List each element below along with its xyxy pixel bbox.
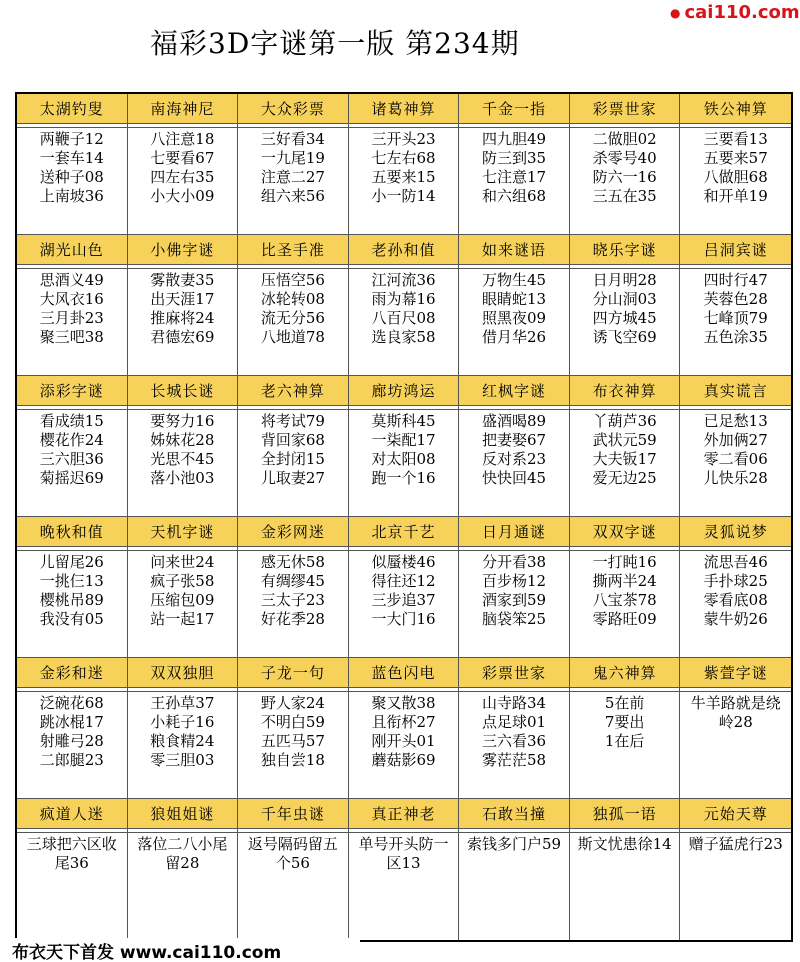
cell-title: 彩票世家 <box>570 94 680 124</box>
clue-line: 三太子23 <box>260 591 325 609</box>
cell-body <box>17 692 127 770</box>
clue-line: 万物生45 <box>482 271 547 289</box>
clue-line: 全封闭15 <box>260 450 325 468</box>
clue-line: 雨为幕16 <box>371 290 436 308</box>
cell-body <box>238 128 348 206</box>
clue-line: 压缩包09 <box>150 591 215 609</box>
clue-line: 有绸缪45 <box>260 572 325 590</box>
puzzle-cell <box>680 376 791 517</box>
clue-line: 且衔杯27 <box>371 713 436 731</box>
clue-line: 站一起17 <box>150 610 215 628</box>
cell-title: 小佛字谜 <box>128 235 238 265</box>
clue-line: 牛羊路就是绕岭28 <box>690 694 781 731</box>
puzzle-cell <box>459 517 570 658</box>
clue-line: 诱飞空69 <box>592 328 657 346</box>
puzzle-cell <box>349 517 460 658</box>
cell-body <box>17 410 127 488</box>
cell-body <box>238 410 348 488</box>
clue-line: 三五在35 <box>592 187 657 205</box>
puzzle-table <box>15 92 793 942</box>
clue-line: 三六胆36 <box>39 450 104 468</box>
clue-line: 和开单19 <box>703 187 768 205</box>
clue-line: 借月华26 <box>482 328 547 346</box>
cell-title: 南海神尼 <box>128 94 238 124</box>
cell-body <box>680 410 791 488</box>
puzzle-cell <box>238 376 349 517</box>
clue-line: 疯子张58 <box>150 572 215 590</box>
clue-line: 脑袋笨25 <box>482 610 547 628</box>
clue-line: 五要来15 <box>371 168 436 186</box>
clue-line: 分开看38 <box>482 553 547 571</box>
cell-body <box>128 269 238 347</box>
cell-body <box>17 551 127 629</box>
cell-body <box>238 269 348 347</box>
cell-title: 千年虫谜 <box>238 799 348 829</box>
cell-title: 金彩和迷 <box>17 658 127 688</box>
cell-body <box>570 833 680 854</box>
puzzle-cell <box>570 94 681 235</box>
clue-line: 压悟空56 <box>260 271 325 289</box>
clue-line: 儿快乐28 <box>703 469 768 487</box>
clue-line: 聚又散38 <box>371 694 436 712</box>
cell-title: 布衣神算 <box>570 376 680 406</box>
cell-body <box>349 269 459 347</box>
puzzle-cell <box>128 94 239 235</box>
cell-title: 晚秋和值 <box>17 517 127 547</box>
logo-dot-icon: ● <box>670 5 681 20</box>
clue-line: 小一防14 <box>371 187 436 205</box>
puzzle-cell <box>570 235 681 376</box>
cell-body <box>238 692 348 770</box>
clue-line: 四方城45 <box>592 309 657 327</box>
cell-title: 老孙和值 <box>349 235 459 265</box>
cell-body <box>459 833 569 854</box>
cell-body <box>570 551 680 629</box>
clue-line: 索钱多门户59 <box>467 835 562 853</box>
clue-line: 出天涯17 <box>150 290 215 308</box>
puzzle-cell <box>680 235 791 376</box>
clue-line: 三球把六区收尾36 <box>26 835 117 872</box>
clue-line: 武状元59 <box>592 431 657 449</box>
clue-line: 丫葫芦36 <box>592 412 657 430</box>
cell-title: 真实谎言 <box>680 376 791 406</box>
clue-line: 二做胆02 <box>592 130 657 148</box>
cell-body <box>128 692 238 770</box>
clue-line: 四左右35 <box>150 168 215 186</box>
clue-line: 我没有05 <box>39 610 104 628</box>
puzzle-cell <box>680 799 791 940</box>
puzzle-cell <box>17 517 128 658</box>
cell-body <box>680 692 791 732</box>
clue-line: 赠子猛虎行23 <box>688 835 783 853</box>
cell-body <box>349 833 459 873</box>
clue-line: 雾散妻35 <box>150 271 215 289</box>
puzzle-cell <box>17 799 128 940</box>
clue-line: 杀零号40 <box>592 149 657 167</box>
puzzle-cell <box>459 94 570 235</box>
clue-line: 流无分56 <box>260 309 325 327</box>
clue-line: 将考试79 <box>260 412 325 430</box>
clue-line: 三要看13 <box>703 130 768 148</box>
clue-line: 雾茫茫58 <box>482 751 547 769</box>
cell-body <box>17 128 127 206</box>
cell-title: 日月通谜 <box>459 517 569 547</box>
clue-line: 七峰顶79 <box>703 309 768 327</box>
puzzle-cell <box>459 658 570 799</box>
clue-line: 儿取妻27 <box>260 469 325 487</box>
clue-line: 注意二27 <box>260 168 325 186</box>
cell-body <box>459 410 569 488</box>
clue-line: 野人家24 <box>260 694 325 712</box>
puzzle-cell <box>459 376 570 517</box>
clue-line: 一套车14 <box>39 149 104 167</box>
clue-line: 已足愁13 <box>703 412 768 430</box>
clue-line: 两鞭子12 <box>39 130 104 148</box>
clue-line: 三六看36 <box>482 732 547 750</box>
puzzle-cell <box>570 658 681 799</box>
clue-line: 八百尺08 <box>371 309 436 327</box>
clue-line: 得往还12 <box>371 572 436 590</box>
clue-line: 五要来57 <box>703 149 768 167</box>
puzzle-cell <box>349 376 460 517</box>
clue-line: 落位二八小尾留28 <box>137 835 228 872</box>
puzzle-cell <box>238 658 349 799</box>
cell-title: 红枫字谜 <box>459 376 569 406</box>
clue-line: 把妻娶67 <box>482 431 547 449</box>
clue-line: 零三胆03 <box>150 751 215 769</box>
cell-title: 北京千艺 <box>349 517 459 547</box>
puzzle-cell <box>128 658 239 799</box>
clue-line: 眼睛蛇13 <box>482 290 547 308</box>
clue-line: 三月卦23 <box>39 309 104 327</box>
clue-line: 盛酒喝89 <box>482 412 547 430</box>
cell-title: 大众彩票 <box>238 94 348 124</box>
cell-title: 长城长谜 <box>128 376 238 406</box>
cell-title: 如来谜语 <box>459 235 569 265</box>
clue-line: 一打盹16 <box>592 553 657 571</box>
clue-line: 百步杨12 <box>482 572 547 590</box>
cell-title: 添彩字谜 <box>17 376 127 406</box>
clue-line: 大夫钣17 <box>592 450 657 468</box>
puzzle-cell <box>349 658 460 799</box>
clue-line: 七要看67 <box>150 149 215 167</box>
clue-line: 粮食精24 <box>150 732 215 750</box>
puzzle-cell <box>459 799 570 940</box>
clue-line: 防六一16 <box>592 168 657 186</box>
cell-title: 金彩网迷 <box>238 517 348 547</box>
puzzle-cell <box>17 235 128 376</box>
puzzle-cell <box>128 799 239 940</box>
clue-line: 一挑仨13 <box>39 572 104 590</box>
puzzle-cell <box>17 376 128 517</box>
cell-body <box>680 551 791 629</box>
clue-line: 跳冰棍17 <box>39 713 104 731</box>
puzzle-cell <box>570 376 681 517</box>
cell-body <box>680 128 791 206</box>
clue-line: 五匹马57 <box>260 732 325 750</box>
clue-line: 外加俩27 <box>703 431 768 449</box>
clue-line: 一柒配17 <box>371 431 436 449</box>
puzzle-cell <box>238 235 349 376</box>
cell-body <box>17 833 127 873</box>
cell-body <box>459 692 569 770</box>
cell-body <box>570 128 680 206</box>
clue-line: 5在前 <box>604 694 645 712</box>
clue-line: 和六组68 <box>482 187 547 205</box>
site-logo-text: cai110.com <box>684 2 800 23</box>
clue-line: 八宝茶78 <box>592 591 657 609</box>
cell-title: 子龙一句 <box>238 658 348 688</box>
cell-title: 元始天尊 <box>680 799 791 829</box>
clue-line: 零看底08 <box>703 591 768 609</box>
clue-line: 对太阳08 <box>371 450 436 468</box>
puzzle-cell <box>459 235 570 376</box>
clue-line: 分山洞03 <box>592 290 657 308</box>
clue-line: 流思吾46 <box>703 553 768 571</box>
puzzle-cell <box>680 658 791 799</box>
clue-line: 三步追37 <box>371 591 436 609</box>
cell-body <box>238 551 348 629</box>
clue-line: 姊妹花28 <box>150 431 215 449</box>
cell-title: 疯道人迷 <box>17 799 127 829</box>
cell-body <box>349 551 459 629</box>
clue-line: 八地道78 <box>260 328 325 346</box>
clue-line: 看成绩15 <box>39 412 104 430</box>
cell-body <box>238 833 348 873</box>
puzzle-cell <box>570 799 681 940</box>
clue-line: 芙蓉色28 <box>703 290 768 308</box>
site-logo <box>670 2 800 23</box>
clue-line: 思酒义49 <box>39 271 104 289</box>
cell-body <box>17 269 127 347</box>
cell-body <box>349 410 459 488</box>
clue-line: 山寺路34 <box>482 694 547 712</box>
cell-body <box>570 410 680 488</box>
clue-line: 四九胆49 <box>482 130 547 148</box>
cell-title: 老六神算 <box>238 376 348 406</box>
cell-body <box>680 833 791 854</box>
cell-body <box>459 128 569 206</box>
cell-title: 吕洞宾谜 <box>680 235 791 265</box>
clue-line: 八注意18 <box>150 130 215 148</box>
cell-title: 湖光山色 <box>17 235 127 265</box>
puzzle-cell <box>349 799 460 940</box>
clue-line: 要努力16 <box>150 412 215 430</box>
puzzle-cell <box>17 658 128 799</box>
puzzle-cell <box>17 94 128 235</box>
clue-line: 菊摇迟69 <box>39 469 104 487</box>
cell-title: 天机字谜 <box>128 517 238 547</box>
clue-line: 防三到35 <box>482 149 547 167</box>
puzzle-cell <box>238 94 349 235</box>
puzzle-cell <box>349 94 460 235</box>
clue-line: 不明白59 <box>260 713 325 731</box>
clue-line: 四时行47 <box>703 271 768 289</box>
clue-line: 蒙牛奶26 <box>703 610 768 628</box>
clue-line: 八做胆68 <box>703 168 768 186</box>
clue-line: 三开头23 <box>371 130 436 148</box>
clue-line: 撕两半24 <box>592 572 657 590</box>
clue-line: 组六来56 <box>260 187 325 205</box>
cell-title: 石敢当撞 <box>459 799 569 829</box>
clue-line: 背回家68 <box>260 431 325 449</box>
cell-body <box>349 128 459 206</box>
clue-line: 零二看06 <box>703 450 768 468</box>
cell-title: 紫萱字谜 <box>680 658 791 688</box>
puzzle-cell <box>570 517 681 658</box>
clue-line: 跑一个16 <box>371 469 436 487</box>
clue-line: 送种子08 <box>39 168 104 186</box>
puzzle-cell <box>128 517 239 658</box>
cell-title: 双双字谜 <box>570 517 680 547</box>
clue-line: 大风衣16 <box>39 290 104 308</box>
cell-title: 彩票世家 <box>459 658 569 688</box>
clue-line: 冰轮转08 <box>260 290 325 308</box>
puzzle-cell <box>128 235 239 376</box>
cell-body <box>459 551 569 629</box>
clue-line: 莫斯科45 <box>371 412 436 430</box>
cell-title: 灵狐说梦 <box>680 517 791 547</box>
clue-line: 五色涂35 <box>703 328 768 346</box>
cell-title: 太湖钓叟 <box>17 94 127 124</box>
clue-line: 推麻将24 <box>150 309 215 327</box>
clue-line: 日月明28 <box>592 271 657 289</box>
cell-title: 独孤一语 <box>570 799 680 829</box>
puzzle-cell <box>349 235 460 376</box>
footer-watermark: 布衣天下首发 www.cai110.com <box>12 938 360 960</box>
cell-title: 蓝色闪电 <box>349 658 459 688</box>
clue-line: 返号隔码留五个56 <box>247 835 338 872</box>
cell-title: 双双独胆 <box>128 658 238 688</box>
clue-line: 二郎腿23 <box>39 751 104 769</box>
clue-line: 独自尝18 <box>260 751 325 769</box>
cell-title: 千金一指 <box>459 94 569 124</box>
clue-line: 光思不45 <box>150 450 215 468</box>
cell-body <box>128 551 238 629</box>
cell-body <box>680 269 791 347</box>
clue-line: 王孙草37 <box>150 694 215 712</box>
clue-line: 零路旺09 <box>592 610 657 628</box>
clue-line: 好花季28 <box>260 610 325 628</box>
clue-line: 选良家58 <box>371 328 436 346</box>
clue-line: 快快回45 <box>482 469 547 487</box>
puzzle-cell <box>680 517 791 658</box>
cell-body <box>459 269 569 347</box>
clue-line: 七左右68 <box>371 149 436 167</box>
cell-title: 诸葛神算 <box>349 94 459 124</box>
page-title: 福彩3D字谜第一版 第234期 <box>150 27 520 60</box>
clue-line: 手扑球25 <box>703 572 768 590</box>
clue-line: 爱无边25 <box>592 469 657 487</box>
clue-line: 七注意17 <box>482 168 547 186</box>
clue-line: 1在后 <box>604 732 645 750</box>
clue-line: 照黑夜09 <box>482 309 547 327</box>
clue-line: 小耗子16 <box>150 713 215 731</box>
clue-line: 一九尾19 <box>260 149 325 167</box>
clue-line: 酒家到59 <box>482 591 547 609</box>
clue-line: 蘑菇影69 <box>371 751 436 769</box>
clue-line: 君德宏69 <box>150 328 215 346</box>
clue-line: 刚开头01 <box>371 732 436 750</box>
cell-body <box>570 269 680 347</box>
puzzle-cell <box>680 94 791 235</box>
clue-line: 上南坡36 <box>39 187 104 205</box>
cell-body <box>128 128 238 206</box>
clue-line: 樱桃吊89 <box>39 591 104 609</box>
clue-line: 感无休58 <box>260 553 325 571</box>
puzzle-cell <box>128 376 239 517</box>
clue-line: 泛碗花68 <box>39 694 104 712</box>
clue-line: 7要出 <box>604 713 645 731</box>
clue-line: 斯文忧患徐14 <box>577 835 672 853</box>
clue-line: 问来世24 <box>150 553 215 571</box>
clue-line: 反对系23 <box>482 450 547 468</box>
cell-title: 鬼六神算 <box>570 658 680 688</box>
clue-line: 江河流36 <box>371 271 436 289</box>
cell-title: 比圣手准 <box>238 235 348 265</box>
cell-body <box>570 692 680 751</box>
clue-line: 儿留尾26 <box>39 553 104 571</box>
cell-title: 晓乐字谜 <box>570 235 680 265</box>
cell-body <box>349 692 459 770</box>
clue-line: 落小池03 <box>150 469 215 487</box>
cell-body <box>128 833 238 873</box>
cell-title: 真正神老 <box>349 799 459 829</box>
clue-line: 单号开头防一区13 <box>358 835 449 872</box>
cell-title: 廊坊鸿运 <box>349 376 459 406</box>
clue-line: 点足球01 <box>482 713 547 731</box>
clue-line: 一大门16 <box>371 610 436 628</box>
clue-line: 似蜃楼46 <box>371 553 436 571</box>
cell-title: 狼姐姐谜 <box>128 799 238 829</box>
clue-line: 聚三吧38 <box>39 328 104 346</box>
clue-line: 樱花作24 <box>39 431 104 449</box>
puzzle-cell <box>238 517 349 658</box>
cell-title: 铁公神算 <box>680 94 791 124</box>
puzzle-cell <box>238 799 349 940</box>
clue-line: 射雕弓28 <box>39 732 104 750</box>
clue-line: 小大小09 <box>150 187 215 205</box>
cell-body <box>128 410 238 488</box>
clue-line: 三好看34 <box>260 130 325 148</box>
